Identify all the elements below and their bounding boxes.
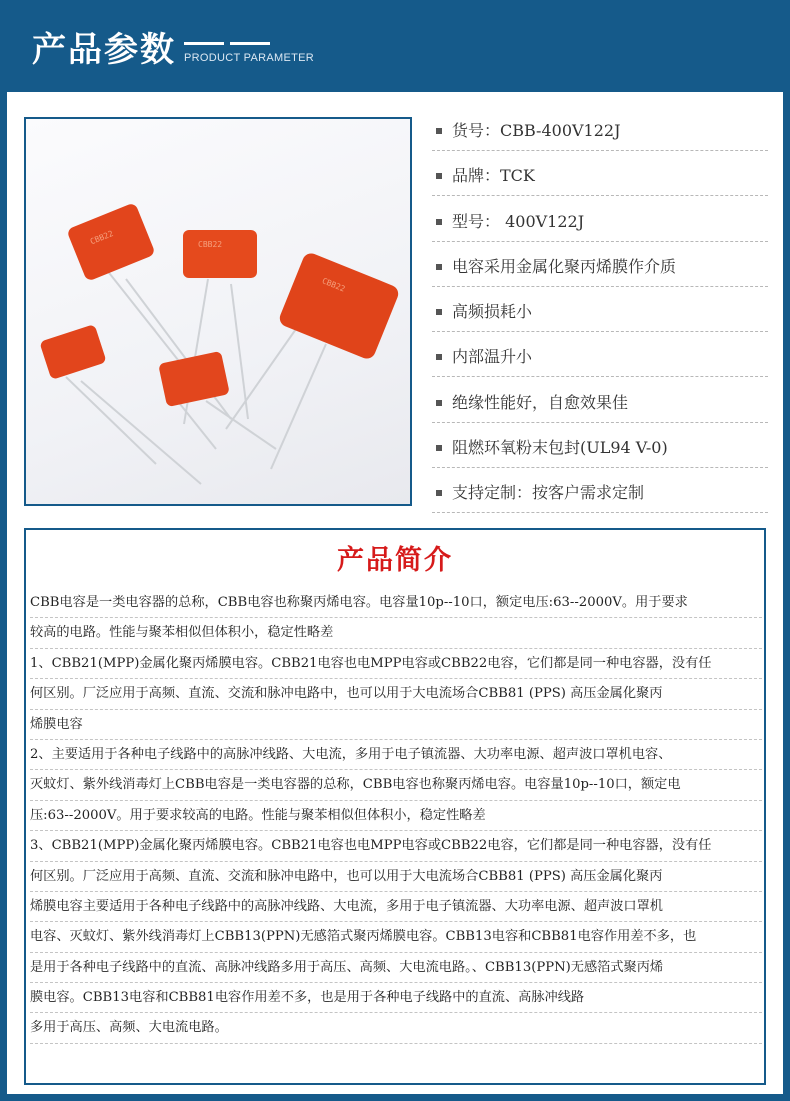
spec-text: 内部温升小 xyxy=(452,347,533,367)
spec-item xyxy=(432,243,768,287)
spec-item xyxy=(432,152,768,196)
spec-item xyxy=(432,424,768,468)
intro-line: 2、主要适用于各种电子线路中的高脉冲线路、大电流，多用于电子镇流器、大功率电源、超声波口罩机电容、 xyxy=(30,740,762,770)
intro-line: 3、CBB21(MPP)金属化聚丙烯膜电容。CBB21电容也电MPP电容或CBB22电容，它们都是同一种电容器，没有任 xyxy=(30,831,762,861)
spec-item xyxy=(432,379,768,423)
intro-line: 膜电容。CBB13电容和CBB81电容作用差不多，也是用于各种电子线路中的直流、高脉冲线路 xyxy=(30,983,762,1013)
product-intro-box xyxy=(24,528,766,1085)
capacitor-label: CBB22 xyxy=(88,228,115,247)
spec-item xyxy=(432,107,768,151)
bullet-square-icon xyxy=(436,219,442,225)
intro-line: 较高的电路。性能与聚苯相似但体积小，稳定性略差 xyxy=(30,618,762,648)
bullet-square-icon xyxy=(436,400,442,406)
intro-line: 多用于高压、高频、大电流电路。 xyxy=(30,1013,762,1043)
spec-text: 货号：CBB-400V122J xyxy=(452,121,621,140)
capacitors-illustration xyxy=(26,119,410,504)
spec-list xyxy=(432,107,768,515)
intro-body xyxy=(30,588,762,1044)
capacitor-label: CBB22 xyxy=(198,240,223,249)
spec-text: 支持定制：按客户需求定制 xyxy=(452,483,645,503)
spec-text: 绝缘性能好，自愈效果佳 xyxy=(452,392,629,412)
bullet-square-icon xyxy=(436,354,442,360)
header-decor-lines xyxy=(184,42,270,45)
page-subtitle: PRODUCT PARAMETER xyxy=(184,52,314,64)
intro-line: 电容、灭蚊灯、紫外线消毒灯上CBB13(PPN)无感箔式聚丙烯膜电容。CBB13电容和CBB81电容作用差不多，也 xyxy=(30,922,762,952)
spec-item xyxy=(432,198,768,242)
bullet-square-icon xyxy=(436,490,442,496)
intro-line: 1、CBB21(MPP)金属化聚丙烯膜电容。CBB21电容也电MPP电容或CBB22电容，它们都是同一种电容器，没有任 xyxy=(30,649,762,679)
bullet-square-icon xyxy=(436,445,442,451)
product-photo xyxy=(24,117,412,506)
bullet-square-icon xyxy=(436,309,442,315)
capacitor-label: CBB22 xyxy=(320,276,347,294)
intro-line: 烯膜电容主要适用于各种电子线路中的高脉冲线路、大电流，多用于电子镇流器、大功率电源、超声波口罩机 xyxy=(30,892,762,922)
spec-text: 品牌：TCK xyxy=(452,166,535,186)
spec-text: 高频损耗小 xyxy=(452,302,533,322)
intro-line: CBB电容是一类电容器的总称，CBB电容也称聚丙烯电容。电容量10p--10口，额定电压:63--2000V。用于要求 xyxy=(30,588,762,618)
spec-item xyxy=(432,288,768,332)
intro-line: 何区别。厂泛应用于高频、直流、交流和脉冲电路中，也可以用于大电流场合CBB81 (PPS) 高压金属化聚丙 xyxy=(30,862,762,892)
intro-line: 是用于各种电子线路中的直流、高脉冲线路多用于高压、高频、大电流电路。、CBB13(PPN)无感箔式聚丙烯 xyxy=(30,953,762,983)
spec-text: 阻燃环氧粉末包封(UL94 V-0) xyxy=(452,438,668,458)
bullet-square-icon xyxy=(436,128,442,134)
spec-item xyxy=(432,333,768,377)
content-panel xyxy=(7,92,783,1094)
spec-item xyxy=(432,469,768,513)
bullet-square-icon xyxy=(436,173,442,179)
intro-line: 何区别。厂泛应用于高频、直流、交流和脉冲电路中，也可以用于大电流场合CBB81 (PPS) 高压金属化聚丙 xyxy=(30,679,762,709)
spec-text: 电容采用金属化聚丙烯膜作介质 xyxy=(452,256,677,276)
header-banner xyxy=(0,0,790,92)
spec-text: 型号： 400V122J xyxy=(452,211,585,231)
intro-line: 灭蚊灯、紫外线消毒灯上CBB电容是一类电容器的总称，CBB电容也称聚丙烯电容。电容量10p--10口，额定电 xyxy=(30,770,762,800)
intro-title: 产品简介 xyxy=(337,545,453,576)
bullet-square-icon xyxy=(436,264,442,270)
page-title: 产品参数 xyxy=(32,30,176,70)
intro-line: 压:63--2000V。用于要求较高的电路。性能与聚苯相似但体积小，稳定性略差 xyxy=(30,801,762,831)
intro-line: 烯膜电容 xyxy=(30,710,762,740)
